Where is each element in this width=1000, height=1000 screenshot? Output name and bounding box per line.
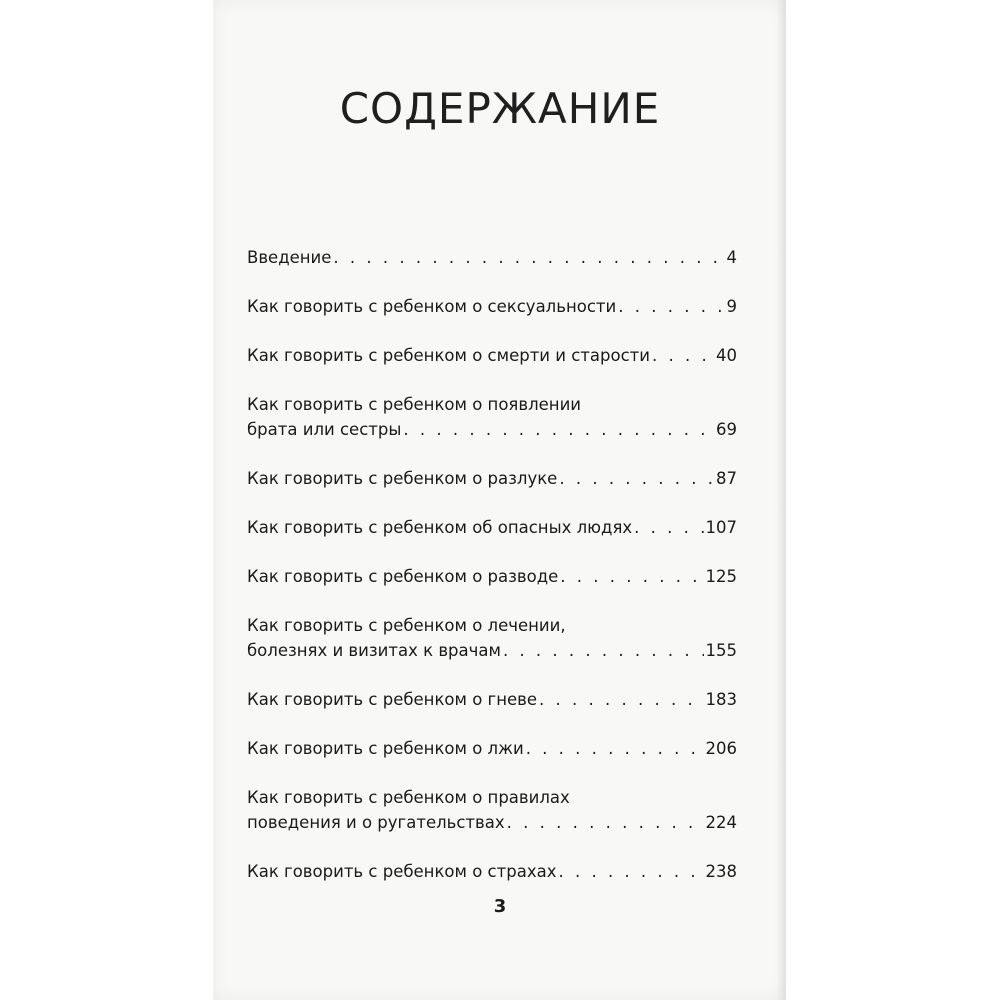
toc-entry-line (247, 859, 737, 884)
toc-entry (247, 736, 737, 761)
toc-entry-title: Как говорить с ребенком о появлении (247, 395, 582, 414)
toc-entry-title: брата или сестры (247, 420, 402, 439)
toc-entry-line (247, 564, 737, 589)
toc-entry-page: 206 (705, 739, 737, 758)
dot-leader (560, 564, 703, 589)
toc-entry (247, 515, 737, 540)
page-number: 3 (493, 896, 507, 917)
dot-leader (634, 515, 703, 540)
toc-entry-title: Как говорить с ребенком об опасных людях (247, 518, 633, 537)
toc-entry-title: Как говорить с ребенком о лжи (247, 739, 524, 758)
dot-leader (507, 810, 704, 835)
toc-entry-line (247, 638, 737, 663)
toc-entry-title: Введение (247, 248, 332, 267)
toc-entry-page: 69 (716, 420, 737, 439)
dot-leader (403, 417, 714, 442)
toc-entry (247, 294, 737, 319)
toc-entry-page: 87 (716, 469, 737, 488)
toc-entry-page: 238 (705, 862, 737, 881)
toc-entry-page: 155 (705, 641, 737, 660)
toc-entry-page: 107 (705, 518, 737, 537)
toc-entry-line (247, 810, 737, 835)
toc-entry (247, 466, 737, 491)
dot-leader (652, 343, 714, 368)
page-title: СОДЕРЖАНИЕ (339, 84, 661, 133)
toc-entry (247, 785, 737, 835)
toc-entry (247, 343, 737, 368)
toc-entry-title: Как говорить с ребенком о гневе (247, 690, 538, 709)
toc-entry-line (247, 785, 737, 810)
toc-entry-line (247, 245, 737, 270)
toc-entry (247, 245, 737, 270)
dot-leader (333, 245, 724, 270)
toc-entry-page: 224 (705, 813, 737, 832)
toc-entry-page: 4 (726, 248, 737, 267)
toc-entry-line (247, 466, 737, 491)
dot-leader (558, 859, 703, 884)
toc-entry-page: 40 (716, 346, 737, 365)
toc-entry (247, 613, 737, 663)
toc-entry-page: 9 (726, 297, 737, 316)
toc-entry-page: 183 (705, 690, 737, 709)
toc-entry (247, 687, 737, 712)
toc-entry-title: поведения и о ругательствах (247, 813, 505, 832)
table-of-contents (247, 245, 737, 908)
page-edge-shadow (776, 0, 786, 1000)
toc-entry-title: болезнях и визитах к врачам (247, 641, 501, 660)
toc-entry (247, 859, 737, 884)
dot-leader (526, 736, 704, 761)
toc-entry-line (247, 392, 737, 417)
toc-entry-title: Как говорить с ребенком о страхах (247, 862, 557, 881)
dot-leader (559, 466, 714, 491)
toc-entry-title: Как говорить с ребенком о разводе (247, 567, 559, 586)
toc-entry-line (247, 294, 737, 319)
toc-entry-title: Как говорить с ребенком о сексуальности (247, 297, 617, 316)
toc-entry-line (247, 515, 737, 540)
toc-entry-line (247, 417, 737, 442)
toc-entry (247, 392, 737, 442)
toc-entry-page: 125 (705, 567, 737, 586)
toc-entry-line (247, 687, 737, 712)
toc-entry-title: Как говорить с ребенком о смерти и старости (247, 346, 651, 365)
dot-leader (618, 294, 724, 319)
toc-entry (247, 564, 737, 589)
dot-leader (539, 687, 703, 712)
toc-entry-title: Как говорить с ребенком о лечении, (247, 616, 566, 635)
toc-entry-title: Как говорить с ребенком о правилах (247, 788, 570, 807)
toc-entry-line (247, 736, 737, 761)
dot-leader (503, 638, 704, 663)
toc-entry-line (247, 613, 737, 638)
toc-entry-title: Как говорить с ребенком о разлуке (247, 469, 558, 488)
toc-entry-line (247, 343, 737, 368)
